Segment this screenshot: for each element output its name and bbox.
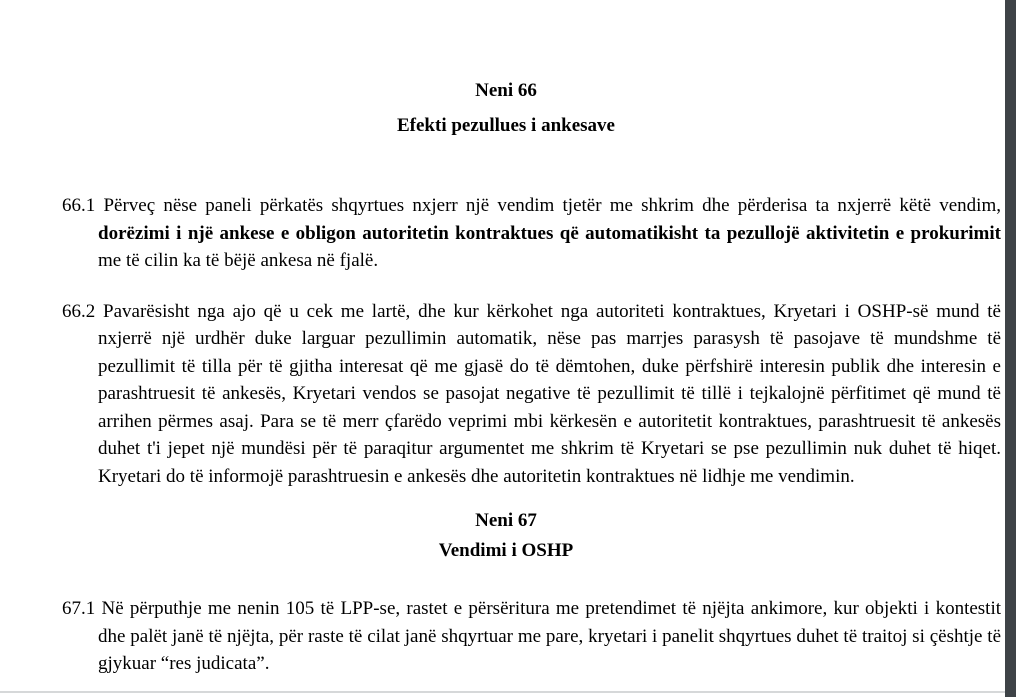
paragraph-number: 67.1 [62, 598, 96, 619]
paragraph-66-1 [62, 192, 1001, 275]
article-title: Neni 67 [475, 510, 537, 531]
right-edge-bar [1005, 0, 1016, 697]
paragraph-66-2 [62, 298, 1001, 491]
article-subtitle: Efekti pezullues i ankesave [397, 115, 615, 136]
paragraph-text: dorëzimi i një ankese e obligon autoritetin kontraktues që automatikisht ta pezullojë aktivitetin e prokurimit [98, 222, 1001, 244]
paragraph-text: Pavarësisht nga ajo që u cek me lartë, dhe kur kërkohet nga autoriteti kontraktues, Kryetari i OSHP-së mund të nxjerrë një urdhër duke larguar pezullimin automatik, nëse pas marrjes parasysh të pasojave të mundshme të pezullimit të tilla për të gjitha interesat që me gjasë do të dëmtohen, duke përfshirë interesin publik dhe interesin e parashtruesit të ankesës, Kryetari vendos se pasojat negative të pezullimit të tillë i tejkalojnë përfitimet që mund të arrihen përmes asaj. Para se të merr çfarëdo veprimi mbi kërkesën e autoritetit kontraktues, parashtruesit të ankesës duhet t'i jepet një mundësi për të paraqitur argumentet me shkrim të Kryetari se pse pezullimin nuk duhet të hiqet. Kryetari do të informojë parashtruesin e ankesës dhe autoritetin kontraktues në lidhje me vendimin. [98, 300, 1001, 487]
document-flow [0, 81, 1016, 678]
paragraph-text: me të cilin ka të bëjë ankesa në fjalë. [98, 250, 379, 271]
paragraph-number: 66.2 [62, 300, 96, 322]
article-title: Neni 66 [475, 80, 537, 101]
paragraph-text: Përveç nëse paneli përkatës shqyrtues nxjerr një vendim tjetër me shkrim dhe përderisa ta nxjerrë këtë vendim, [103, 195, 1001, 216]
article-subtitle: Vendimi i OSHP [438, 540, 574, 561]
paragraph-67-1 [62, 595, 1001, 678]
paragraph-text: Në përputhje me nenin 105 të LPP-se, rastet e përsëritura me pretendimet të njëjta ankimore, kur objekti i kontestit dhe palët janë të njëjta, për raste të cilat janë shqyrtuar me pare, kryetari i panelit shqyrtues duhet të traitoj si çështje të gjykuar “res judicata”. [98, 598, 1002, 674]
paragraph-number: 66.1 [62, 195, 96, 216]
page-bottom-divider [0, 691, 1016, 693]
